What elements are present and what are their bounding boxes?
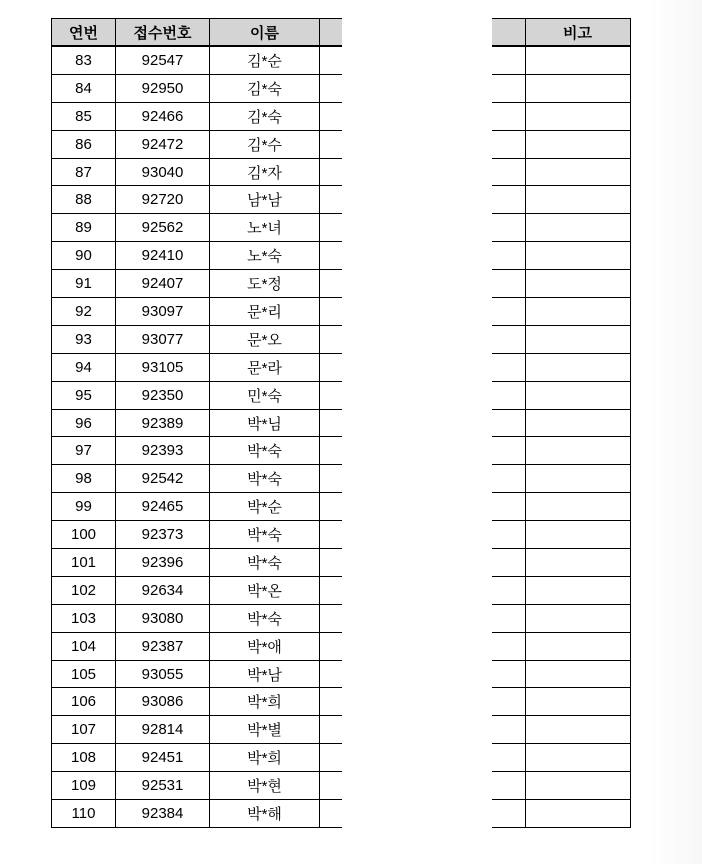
table-row-right <box>492 772 630 800</box>
cell-cut <box>320 325 342 353</box>
cell-receipt: 92547 <box>116 46 210 74</box>
cell-receipt: 92472 <box>116 130 210 158</box>
cell-cut <box>320 130 342 158</box>
cell-no: 96 <box>52 409 116 437</box>
roster-table-right <box>492 18 631 828</box>
table-row-right <box>492 130 630 158</box>
table-row-right <box>492 493 630 521</box>
cell-receipt: 92350 <box>116 381 210 409</box>
cell-no: 91 <box>52 270 116 298</box>
table-row <box>52 744 342 772</box>
cell-no: 86 <box>52 130 116 158</box>
table-row-right <box>492 437 630 465</box>
cell-cut <box>320 270 342 298</box>
cell-cut <box>320 437 342 465</box>
cell-cut-right <box>492 214 525 242</box>
cell-receipt: 93086 <box>116 688 210 716</box>
cell-no: 105 <box>52 660 116 688</box>
cell-cut <box>320 521 342 549</box>
header-name: 이름 <box>210 19 320 47</box>
cell-no: 109 <box>52 772 116 800</box>
cell-receipt: 93080 <box>116 604 210 632</box>
cell-cut <box>320 46 342 74</box>
cell-cut-right <box>492 493 525 521</box>
cell-receipt: 92542 <box>116 465 210 493</box>
cell-no: 93 <box>52 325 116 353</box>
cell-note <box>525 800 630 828</box>
cell-receipt: 92720 <box>116 186 210 214</box>
cell-note <box>525 46 630 74</box>
cell-cut <box>320 242 342 270</box>
cell-cut <box>320 465 342 493</box>
cell-cut-right <box>492 716 525 744</box>
cell-cut-right <box>492 688 525 716</box>
cell-name: 김*수 <box>210 130 320 158</box>
cell-note <box>525 186 630 214</box>
cell-cut <box>320 74 342 102</box>
table-row-right <box>492 800 630 828</box>
cell-note <box>525 325 630 353</box>
cell-no: 94 <box>52 353 116 381</box>
cell-note <box>525 102 630 130</box>
cell-note <box>525 604 630 632</box>
table-row <box>52 493 342 521</box>
cell-note <box>525 242 630 270</box>
cell-note <box>525 214 630 242</box>
cell-cut <box>320 158 342 186</box>
cell-name: 남*남 <box>210 186 320 214</box>
table-row-right <box>492 521 630 549</box>
table-row <box>52 298 342 326</box>
table-row <box>52 716 342 744</box>
cell-note <box>525 353 630 381</box>
cell-receipt: 92407 <box>116 270 210 298</box>
cell-no: 100 <box>52 521 116 549</box>
table-row <box>52 465 342 493</box>
cell-cut-right <box>492 549 525 577</box>
cell-cut-right <box>492 353 525 381</box>
table-row <box>52 604 342 632</box>
cell-name: 박*숙 <box>210 437 320 465</box>
cell-cut-right <box>492 521 525 549</box>
cell-receipt: 92387 <box>116 632 210 660</box>
cell-name: 박*님 <box>210 409 320 437</box>
cell-name: 노*숙 <box>210 242 320 270</box>
table-row <box>52 381 342 409</box>
cell-no: 104 <box>52 632 116 660</box>
table-row <box>52 74 342 102</box>
cell-cut-right <box>492 298 525 326</box>
cell-no: 103 <box>52 604 116 632</box>
cell-cut-right <box>492 800 525 828</box>
table-row <box>52 772 342 800</box>
cell-name: 박*남 <box>210 660 320 688</box>
cell-note <box>525 493 630 521</box>
cell-note <box>525 576 630 604</box>
table-row-right <box>492 744 630 772</box>
cell-cut-right <box>492 102 525 130</box>
cell-name: 민*숙 <box>210 381 320 409</box>
cell-name: 김*숙 <box>210 102 320 130</box>
cell-receipt: 93077 <box>116 325 210 353</box>
cell-note <box>525 632 630 660</box>
table-row <box>52 800 342 828</box>
cell-cut <box>320 549 342 577</box>
cell-name: 김*순 <box>210 46 320 74</box>
table-row <box>52 130 342 158</box>
table-row <box>52 186 342 214</box>
cell-no: 102 <box>52 576 116 604</box>
cell-note <box>525 716 630 744</box>
cell-note <box>525 772 630 800</box>
cell-cut-right <box>492 130 525 158</box>
cell-note <box>525 381 630 409</box>
cell-receipt: 92814 <box>116 716 210 744</box>
header-cut-column <box>320 19 342 47</box>
table-row <box>52 46 342 74</box>
cell-no: 101 <box>52 549 116 577</box>
cell-receipt: 92634 <box>116 576 210 604</box>
table-row-right <box>492 298 630 326</box>
table-row-right <box>492 46 630 74</box>
cell-cut-right <box>492 409 525 437</box>
cell-name: 박*숙 <box>210 521 320 549</box>
cell-name: 박*숙 <box>210 604 320 632</box>
cell-cut <box>320 576 342 604</box>
cell-cut-right <box>492 744 525 772</box>
cell-name: 문*리 <box>210 298 320 326</box>
table-row-right <box>492 409 630 437</box>
table-row <box>52 632 342 660</box>
table-row <box>52 576 342 604</box>
cell-name: 도*정 <box>210 270 320 298</box>
table-row <box>52 353 342 381</box>
table-row <box>52 102 342 130</box>
cell-cut <box>320 298 342 326</box>
cell-cut-right <box>492 604 525 632</box>
table-row <box>52 409 342 437</box>
header-note: 비고 <box>525 19 630 47</box>
cell-name: 문*라 <box>210 353 320 381</box>
table-row-right <box>492 270 630 298</box>
table-row <box>52 688 342 716</box>
table-row <box>52 242 342 270</box>
cell-name: 박*희 <box>210 688 320 716</box>
cell-name: 박*희 <box>210 744 320 772</box>
cell-name: 박*온 <box>210 576 320 604</box>
cell-note <box>525 549 630 577</box>
cell-cut <box>320 409 342 437</box>
cell-receipt: 92389 <box>116 409 210 437</box>
header-row-right <box>492 19 630 47</box>
table-row-right <box>492 214 630 242</box>
cell-cut-right <box>492 465 525 493</box>
cell-receipt: 92531 <box>116 772 210 800</box>
cell-cut <box>320 660 342 688</box>
cell-name: 박*현 <box>210 772 320 800</box>
cell-no: 90 <box>52 242 116 270</box>
cell-name: 박*해 <box>210 800 320 828</box>
cell-name: 박*숙 <box>210 549 320 577</box>
cell-note <box>525 298 630 326</box>
cell-receipt: 93055 <box>116 660 210 688</box>
cell-note <box>525 270 630 298</box>
cell-note <box>525 521 630 549</box>
table-row-right <box>492 576 630 604</box>
cell-receipt: 93040 <box>116 158 210 186</box>
cell-note <box>525 465 630 493</box>
cell-cut <box>320 381 342 409</box>
cell-note <box>525 688 630 716</box>
table-row <box>52 214 342 242</box>
cell-note <box>525 660 630 688</box>
cell-cut-right <box>492 270 525 298</box>
cell-receipt: 92373 <box>116 521 210 549</box>
cell-name: 노*녀 <box>210 214 320 242</box>
cell-cut <box>320 493 342 521</box>
roster-table-left <box>51 18 342 828</box>
cell-note <box>525 74 630 102</box>
table-row-right <box>492 102 630 130</box>
header-row <box>52 19 342 47</box>
cell-receipt: 92562 <box>116 214 210 242</box>
cell-cut <box>320 102 342 130</box>
cell-name: 박*애 <box>210 632 320 660</box>
cell-no: 95 <box>52 381 116 409</box>
table-row-right <box>492 465 630 493</box>
cell-receipt: 92451 <box>116 744 210 772</box>
table-row-right <box>492 381 630 409</box>
cell-no: 98 <box>52 465 116 493</box>
cell-note <box>525 437 630 465</box>
cell-cut <box>320 214 342 242</box>
page-edge-shadow <box>650 0 702 864</box>
table-row-right <box>492 242 630 270</box>
header-no: 연번 <box>52 19 116 47</box>
cell-note <box>525 158 630 186</box>
cell-no: 84 <box>52 74 116 102</box>
cell-receipt: 93105 <box>116 353 210 381</box>
cell-cut-right <box>492 437 525 465</box>
table-row-right <box>492 158 630 186</box>
table-row-right <box>492 353 630 381</box>
cell-no: 99 <box>52 493 116 521</box>
cell-name: 박*순 <box>210 493 320 521</box>
cell-cut-right <box>492 186 525 214</box>
table-row-right <box>492 186 630 214</box>
cell-receipt: 93097 <box>116 298 210 326</box>
cell-receipt: 92410 <box>116 242 210 270</box>
cell-cut-right <box>492 74 525 102</box>
table-row <box>52 325 342 353</box>
cell-note <box>525 744 630 772</box>
cell-receipt: 92384 <box>116 800 210 828</box>
cell-no: 87 <box>52 158 116 186</box>
cell-note <box>525 409 630 437</box>
cell-no: 110 <box>52 800 116 828</box>
cell-cut-right <box>492 576 525 604</box>
table-row-right <box>492 549 630 577</box>
cell-no: 88 <box>52 186 116 214</box>
table-row-right <box>492 688 630 716</box>
table-row-right <box>492 604 630 632</box>
cell-cut-right <box>492 158 525 186</box>
cell-receipt: 92393 <box>116 437 210 465</box>
table-row-right <box>492 632 630 660</box>
cell-name: 박*별 <box>210 716 320 744</box>
cell-cut <box>320 688 342 716</box>
cell-note <box>525 130 630 158</box>
cell-no: 97 <box>52 437 116 465</box>
cell-no: 106 <box>52 688 116 716</box>
table-row-right <box>492 325 630 353</box>
cell-cut-right <box>492 660 525 688</box>
cell-name: 김*자 <box>210 158 320 186</box>
cell-receipt: 92466 <box>116 102 210 130</box>
cell-cut <box>320 632 342 660</box>
table-row-right <box>492 74 630 102</box>
cell-cut <box>320 604 342 632</box>
table-row <box>52 437 342 465</box>
cell-cut-right <box>492 242 525 270</box>
header-receipt: 접수번호 <box>116 19 210 47</box>
table-row <box>52 521 342 549</box>
table-row-right <box>492 716 630 744</box>
cell-name: 문*오 <box>210 325 320 353</box>
cell-cut-right <box>492 325 525 353</box>
table-row <box>52 660 342 688</box>
cell-cut <box>320 716 342 744</box>
cell-no: 108 <box>52 744 116 772</box>
table-row <box>52 158 342 186</box>
cell-cut-right <box>492 772 525 800</box>
cell-cut <box>320 772 342 800</box>
cell-receipt: 92396 <box>116 549 210 577</box>
header-cut-column-right <box>492 19 525 47</box>
cell-no: 85 <box>52 102 116 130</box>
table-row <box>52 270 342 298</box>
cell-cut <box>320 744 342 772</box>
cell-no: 107 <box>52 716 116 744</box>
cell-cut-right <box>492 632 525 660</box>
cell-cut-right <box>492 381 525 409</box>
cell-receipt: 92465 <box>116 493 210 521</box>
cell-name: 김*숙 <box>210 74 320 102</box>
cell-no: 83 <box>52 46 116 74</box>
cell-receipt: 92950 <box>116 74 210 102</box>
cell-no: 89 <box>52 214 116 242</box>
cell-no: 92 <box>52 298 116 326</box>
table-row <box>52 549 342 577</box>
cell-name: 박*숙 <box>210 465 320 493</box>
cell-cut <box>320 800 342 828</box>
cell-cut-right <box>492 46 525 74</box>
cell-cut <box>320 353 342 381</box>
table-row-right <box>492 660 630 688</box>
cell-cut <box>320 186 342 214</box>
